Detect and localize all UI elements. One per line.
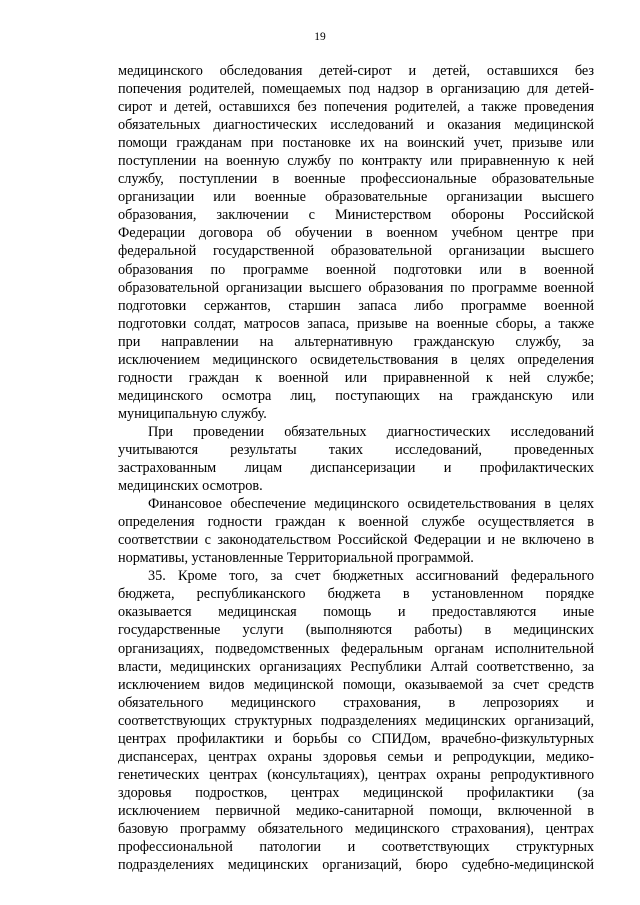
paragraph	[118, 62, 594, 423]
text-line: определения годности граждан к военной службе осуществляется в	[118, 514, 594, 531]
paragraph	[118, 495, 594, 567]
text-line: образовательной организации высшего образования по программе военной	[118, 279, 594, 296]
text-line: подразделениях медицинских организаций, бюро судебно-медицинской	[118, 857, 594, 874]
text-line: Финансовое обеспечение медицинского освидетельствования в целях	[148, 496, 594, 513]
paragraph	[118, 423, 594, 495]
text-line: организации или военные образовательные организации высшего	[118, 189, 594, 206]
text-line: соответствующих структурных подразделениях медицинских организаций,	[118, 712, 594, 729]
text-line: соответствии с законодательством Российской Федерации и не включено в	[118, 532, 594, 549]
paragraph	[118, 567, 594, 874]
text-line: медицинских осмотров.	[118, 478, 263, 495]
text-line: обязательного медицинского страхования, в лепрозориях и	[118, 694, 594, 711]
text-line: годности граждан к военной или приравненной к ней службе;	[118, 369, 594, 386]
text-line: медицинского осмотра лиц, поступающих на гражданскую или	[118, 387, 594, 404]
text-line: медицинского обследования детей-сирот и детей, оставшихся без	[118, 63, 594, 79]
text-line: сирот и детей, оставшихся без попечения родителей, а также проведения	[118, 99, 594, 116]
text-line: подготовки солдат, матросов запаса, призыве на военные сборы, а также	[118, 315, 594, 332]
text-line: застрахованным лицам диспансеризации и профилактических	[118, 460, 594, 477]
text-line: При проведении обязательных диагностических исследований	[148, 423, 594, 440]
page-number: 19	[314, 31, 326, 43]
text-line: исключением медицинского освидетельствования в целях определения	[118, 351, 594, 368]
text-line: организациях, подведомственных федеральным органам исполнительной	[118, 640, 594, 657]
text-line: обязательных диагностических исследований и оказания медицинской	[118, 117, 594, 134]
text-line: здоровья подростков, центрах медицинской профилактики (за	[118, 784, 594, 801]
text-line: 35. Кроме того, за счет бюджетных ассигнований федерального	[148, 568, 594, 585]
text-line: помощи гражданам при постановке их на воинский учет, призыве или	[118, 135, 594, 152]
text-line: образования по программе военной подготовки или в военной	[118, 261, 594, 278]
text-line: поступлении на военную службу по контракту или приравненную к ней	[118, 153, 594, 170]
text-line: центрах профилактики и борьбы со СПИДом, врачебно-физкультурных	[118, 730, 594, 747]
text-line: службу, поступлении в военные профессиональные образовательные	[118, 171, 594, 188]
text-line: образования, заключении с Министерством обороны Российской	[118, 207, 594, 224]
text-line: власти, медицинских организациях Республики Алтай соответственно, за	[118, 658, 594, 675]
text-line: попечения родителей, помещаемых под надзор в организацию для детей-	[118, 81, 594, 98]
text-line: муниципальную службу.	[118, 405, 267, 422]
document-body	[118, 62, 594, 874]
text-line: профессиональной патологии и соответствующих структурных	[118, 839, 594, 856]
text-line: при направлении на альтернативную гражданскую службу, за	[118, 333, 594, 350]
text-line: базовую программу обязательного медицинского страхования), центрах	[118, 820, 594, 837]
text-line: оказывается медицинская помощь и предоставляются иные	[118, 604, 594, 621]
text-line: федеральной государственной образовательной организации высшего	[118, 243, 594, 260]
text-line: государственные услуги (выполняются работы) в медицинских	[118, 622, 594, 639]
text-line: нормативы, установленные Территориальной программой.	[118, 550, 474, 567]
text-line: исключением первичной медико-санитарной помощи, включенной в	[118, 802, 594, 819]
text-line: бюджета, республиканского бюджета в установленном порядке	[118, 586, 594, 603]
text-line: учитываются результаты таких исследований, проведенных	[118, 441, 594, 458]
text-line: исключением видов медицинской помощи, оказываемой за счет средств	[118, 676, 594, 693]
text-line: подготовки сержантов, старшин запаса либо программе военной	[118, 297, 594, 314]
text-line: Федерации договора об обучении в военном учебном центре при	[118, 225, 594, 242]
text-line: генетических центрах (консультациях), центрах охраны репродуктивного	[118, 766, 594, 783]
text-line: диспансерах, центрах охраны здоровья семьи и репродукции, медико-	[118, 748, 594, 765]
